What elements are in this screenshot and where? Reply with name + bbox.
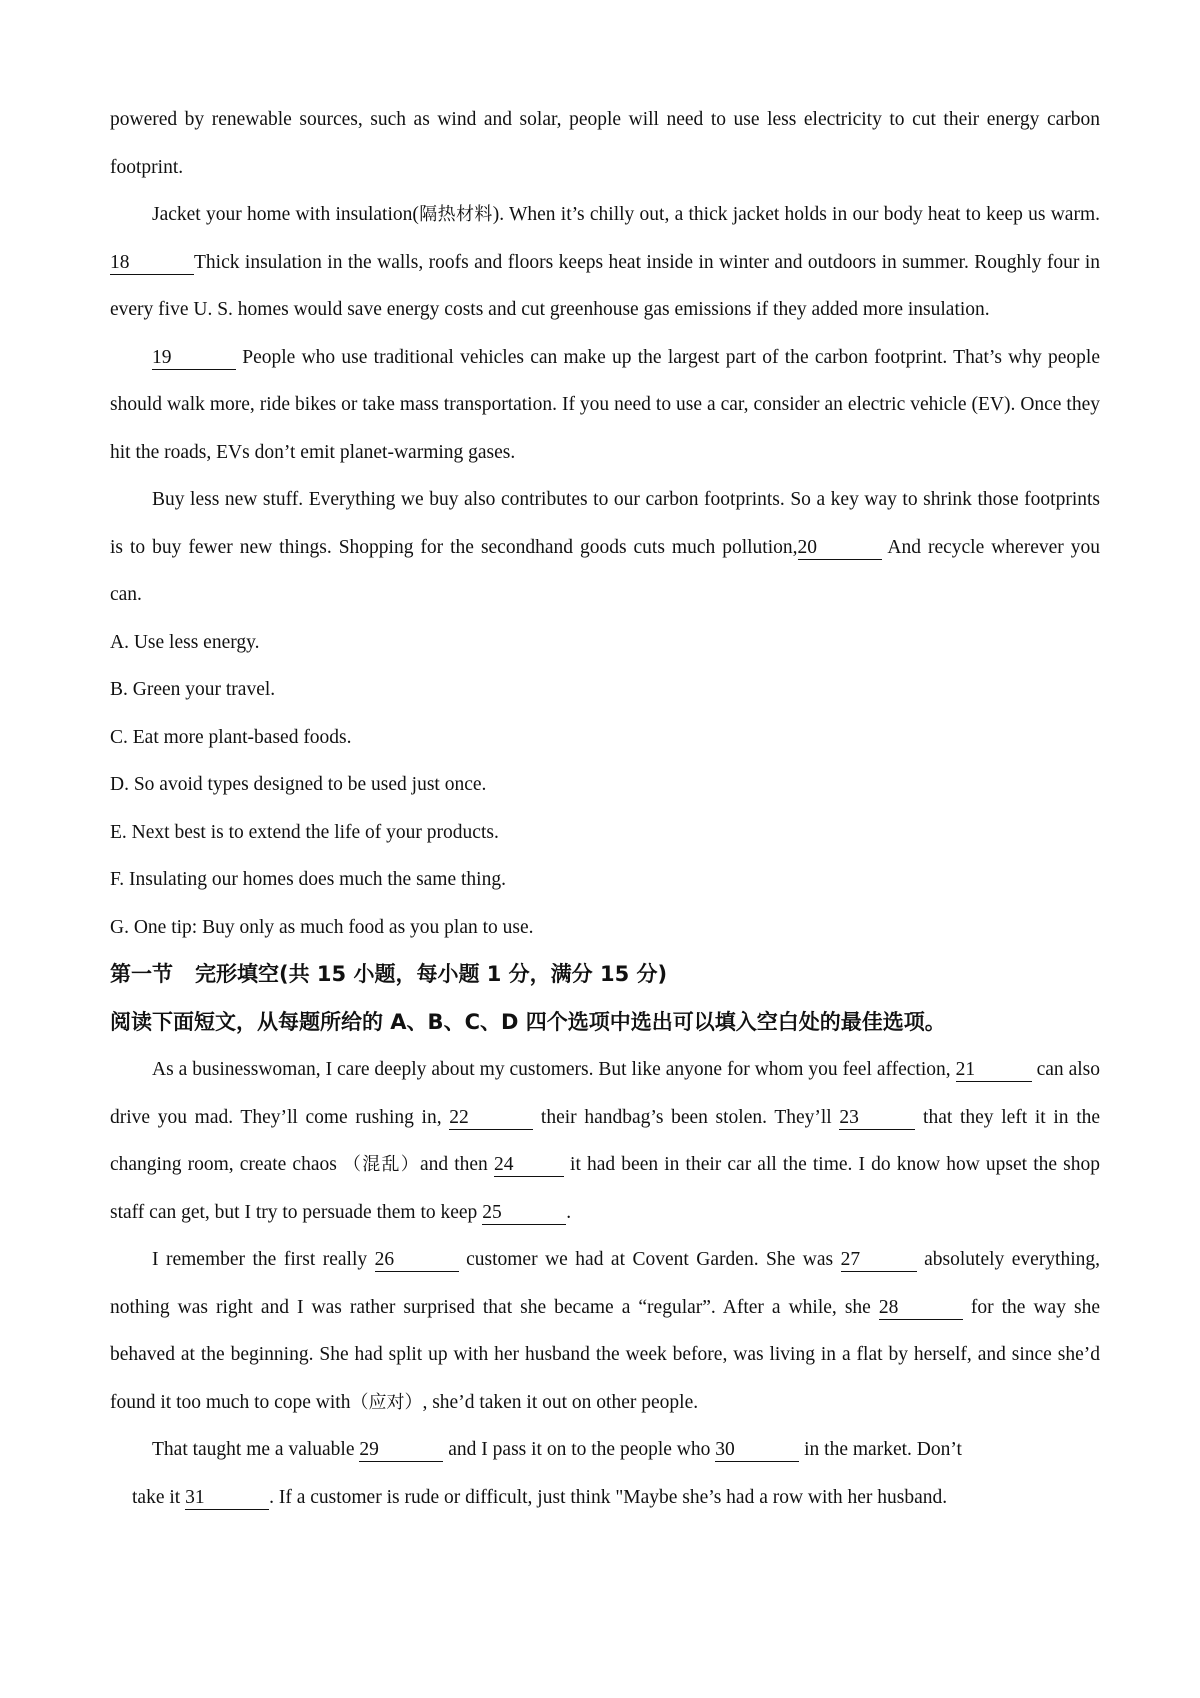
text: I remember the first really bbox=[152, 1249, 375, 1270]
text: their handbag’s been stolen. They’ll bbox=[533, 1106, 832, 1128]
blank-29[interactable]: 29 bbox=[359, 1439, 443, 1462]
chinese-gloss: （混乱） bbox=[342, 1154, 420, 1175]
blank-30[interactable]: 30 bbox=[715, 1439, 799, 1462]
cloze-paragraph-1 bbox=[110, 1046, 1100, 1236]
blank-24[interactable]: 24 bbox=[494, 1154, 564, 1177]
section-title: 完形填空(共 15 小题，每小题 1 分，满分 15 分) bbox=[195, 962, 668, 986]
chinese-gloss: （应对） bbox=[350, 1391, 423, 1413]
cloze-paragraph-3 bbox=[110, 1426, 1100, 1474]
text: customer we had at Covent Garden. She was bbox=[458, 1249, 841, 1270]
section-instruction: 阅读下面短文，从每题所给的 A、B、C、D 四个选项中选出可以填入空白处的最佳选项。 bbox=[110, 1009, 946, 1034]
text: And recycle wherever you can. bbox=[110, 536, 1100, 605]
paragraph-insulation bbox=[110, 191, 1100, 334]
cloze-paragraph-2 bbox=[110, 1236, 1100, 1426]
text: that they left it in the changing room, create chaos bbox=[110, 1106, 1101, 1175]
chinese-gloss: 隔热材料 bbox=[418, 204, 493, 225]
text: Buy less new stuff. Everything we buy also contributes to our carbon footprints. So a key way to shrink those footprints is to buy fewer new things. Shopping for the secondhand goods cuts much pollution, bbox=[110, 489, 1100, 558]
blank-23[interactable]: 23 bbox=[839, 1107, 915, 1130]
text: for the way she behaved at the beginning. She had split up with her husband the week before, was living in a flat by herself, and since she’d found it too much to cope with bbox=[110, 1296, 1100, 1413]
text: absolutely everything, nothing was right and I was rather surprised that she became a “regular”. After a while, she bbox=[110, 1249, 1101, 1318]
option-d: D. So avoid types designed to be used just once. bbox=[110, 774, 487, 795]
paragraph-travel bbox=[110, 334, 1100, 477]
text: it had been in their car all the time. I do know how upset the shop staff can get, but I try to persuade them to keep bbox=[110, 1154, 1101, 1223]
section-heading bbox=[110, 951, 1100, 999]
section-number: 第一节 bbox=[110, 962, 173, 986]
text: take it bbox=[132, 1486, 186, 1508]
paragraph-top: powered by renewable sources, such as wind and solar, people will need to use less electricity to cut their energy carbon footprint. bbox=[110, 109, 1100, 178]
blank-22[interactable]: 22 bbox=[449, 1107, 533, 1130]
blank-31[interactable]: 31 bbox=[185, 1487, 269, 1510]
option-f: F. Insulating our homes does much the same thing. bbox=[110, 869, 506, 890]
text: Jacket your home with insulation( bbox=[152, 204, 419, 225]
text: ). When it’s chilly out, a thick jacket holds in our body heat to keep us warm. bbox=[492, 204, 1100, 225]
option-e: E. Next best is to extend the life of your products. bbox=[110, 821, 499, 843]
blank-26[interactable]: 26 bbox=[375, 1249, 459, 1272]
text: People who use traditional vehicles can make up the largest part of the carbon footprint. That’s why people should walk more, ride bikes or take mass transportation. If you need to use a car, consider an electric vehicle (EV). Once they hit the roads, EVs don’t emit planet-warming gases. bbox=[110, 346, 1100, 463]
option-b: B. Green your travel. bbox=[110, 679, 276, 700]
option-c: C. Eat more plant-based foods. bbox=[110, 726, 352, 748]
blank-28[interactable]: 28 bbox=[879, 1297, 963, 1320]
text: As a businesswoman, I care deeply about my customers. But like anyone for whom you feel affection, bbox=[152, 1059, 951, 1080]
text: and I pass it on to the people who bbox=[443, 1439, 716, 1460]
cloze-paragraph-3-continued bbox=[110, 1474, 1100, 1522]
text: and then bbox=[419, 1154, 494, 1175]
option-a: A. Use less energy. bbox=[110, 631, 260, 653]
document-page bbox=[110, 96, 1100, 1521]
blank-18[interactable]: 18 bbox=[110, 252, 194, 275]
option-g: G. One tip: Buy only as much food as you plan to use. bbox=[110, 916, 534, 938]
blank-19[interactable]: 19 bbox=[152, 347, 236, 370]
text: . If a customer is rude or difficult, just think "Maybe she’s had a row with her husband. bbox=[269, 1486, 948, 1508]
blank-25[interactable]: 25 bbox=[482, 1202, 566, 1225]
text: That taught me a valuable bbox=[152, 1439, 360, 1460]
paragraph-stuff bbox=[110, 476, 1100, 619]
text: . bbox=[566, 1201, 572, 1223]
text: in the market. Don’t bbox=[799, 1439, 962, 1460]
blank-27[interactable]: 27 bbox=[841, 1249, 917, 1272]
blank-21[interactable]: 21 bbox=[956, 1059, 1032, 1082]
text: , she’d taken it out on other people. bbox=[422, 1391, 699, 1413]
blank-20[interactable]: 20 bbox=[798, 537, 882, 560]
text: Thick insulation in the walls, roofs and floors keeps heat inside in winter and outdoors in summer. Roughly four in every five U. S. homes would save energy costs and cut greenhouse gas emissions if they added more insulation. bbox=[110, 251, 1100, 320]
text: can also drive you mad. They’ll come rushing in, bbox=[110, 1059, 1100, 1128]
